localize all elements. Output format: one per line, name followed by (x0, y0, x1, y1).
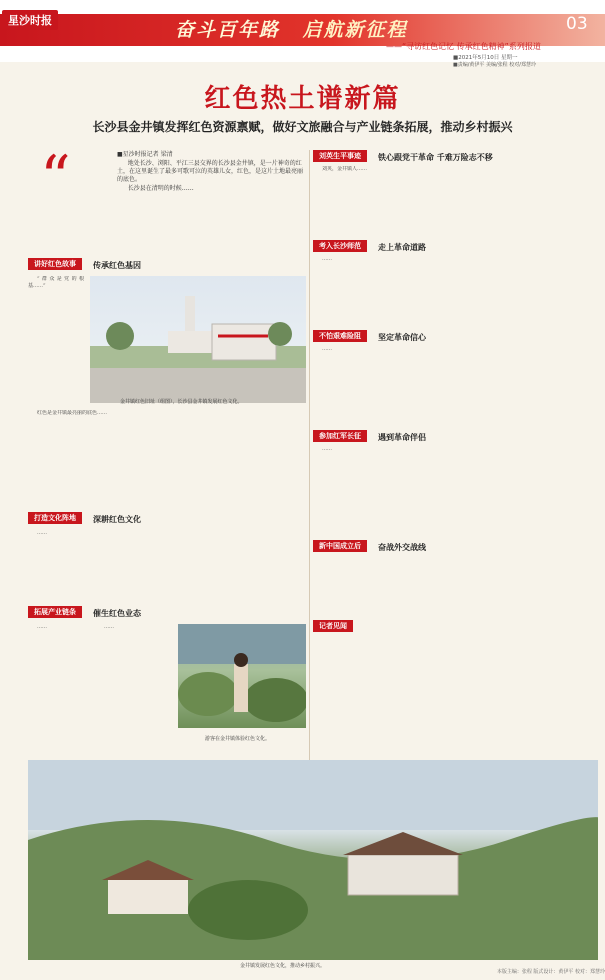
campaign-subtitle: ——“寻访红色记忆 传承红色精神”系列报道 (386, 42, 541, 51)
page-number: 03 (566, 14, 588, 34)
page-subtitle: 长沙县金井镇发挥红色资源禀赋，做好文旅融合与产业链条拓展，推动乡村振兴 (92, 120, 513, 134)
tourism-photo-svg (178, 624, 306, 728)
section-tag: 刘英生平事迹 (313, 150, 367, 162)
section-tag: 拓展产业链条 (28, 606, 82, 618)
section-tag: 记者见闻 (313, 620, 353, 632)
article-body: 红色是金井镇最亮丽的底色…… (37, 410, 108, 416)
article-body: …… (322, 346, 332, 352)
section-title: 传承红色基因 (93, 261, 141, 270)
village-photo (28, 760, 598, 960)
section-title: 走上革命道路 (378, 243, 426, 252)
masthead (0, 0, 605, 68)
article-body: …… (37, 624, 47, 630)
article-body: …… (322, 446, 332, 452)
section-tag: 参加红军长征 (313, 430, 367, 442)
photo-caption: 游客在金井镇体验红色文化。 (205, 736, 271, 742)
village-photo-svg (28, 760, 598, 960)
lead-paragraph: 地处长沙、浏阳、平江三县交界的长沙县金井镇，是一片神奇的红土，在这里诞生了最多可歌可泣的英雄儿女，红色，是这片土地最亮丽的底色。 (117, 160, 304, 183)
article-body: 刘英，金井镇人…… (322, 166, 368, 172)
section-tag: 不怕艰难险阻 (313, 330, 367, 342)
quote-icon: “ (40, 143, 71, 213)
brand-logo: 星沙时报 (2, 10, 58, 30)
section-tag: 打造文化阵地 (28, 512, 82, 524)
section-title: 催生红色业态 (93, 609, 141, 618)
campaign-left: 奋斗百年路 (175, 19, 281, 41)
memorial-photo (90, 276, 306, 403)
campaign-title (175, 15, 408, 42)
page-title: 红色热土谱新篇 (204, 84, 401, 114)
article-body: …… (104, 624, 114, 630)
memorial-photo-svg (90, 276, 306, 403)
photo-caption: 金井镇发展红色文化，推动乡村振兴。 (240, 963, 326, 969)
lead-paragraph: 长沙县在清明的时候…… (127, 185, 194, 192)
page-footer: 本版主编：张程 版式设计：黄伊平 校对：郑慧玲 (496, 969, 605, 975)
dateline: ■2021年5月10日 星期一 (453, 55, 518, 61)
lead-byline: ■星沙时报记者 梁清 (117, 151, 173, 158)
section-tag: 讲好红色故事 (28, 258, 82, 270)
section-tag: 新中国成立后 (313, 540, 367, 552)
tourism-photo (178, 624, 306, 728)
section-title: 遇到革命伴侣 (378, 433, 426, 442)
campaign-right: 启航新征程 (302, 19, 408, 41)
section-title: 坚定革命信心 (378, 333, 426, 342)
section-title: 深耕红色文化 (93, 515, 141, 524)
article-body: …… (322, 256, 332, 262)
editors-line: ■责编/黄伊平 美编/张程 校对/郑慧玲 (453, 62, 536, 68)
article-body: …… (37, 530, 47, 536)
section-tag: 考入长沙师范 (313, 240, 367, 252)
section-title: 奋战外交战线 (378, 543, 426, 552)
article-body: “群众是党的根基……” (28, 276, 84, 290)
section-title: 铁心跟党干革命 千难万险志不移 (378, 153, 493, 162)
photo-caption: 金井镇红色旧址（组图），长沙县金井镇发展红色文化。 (120, 399, 243, 405)
